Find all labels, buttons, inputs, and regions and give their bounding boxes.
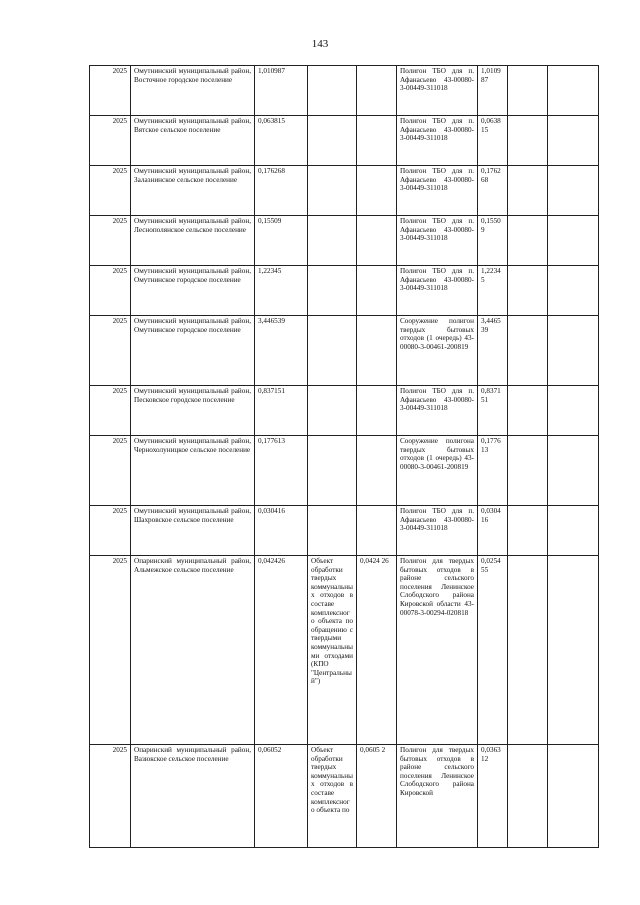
volume-cell: 3,446539 xyxy=(255,316,308,386)
polygon-cell: Сооружение полигон твердых бытовых отходов (1 очередь) 43-00080-3-00461-200819 xyxy=(397,316,478,386)
empty-cell xyxy=(548,745,599,848)
object-volume-cell xyxy=(357,316,397,386)
volume-cell: 1,010987 xyxy=(255,66,308,116)
empty-cell xyxy=(508,116,548,166)
total-cell: 0,1762 68 xyxy=(478,166,508,216)
total-cell: 0,0638 15 xyxy=(478,116,508,166)
empty-cell xyxy=(548,506,599,556)
municipality-cell: Опаринский муниципальный район, Альмежское сельское поселение xyxy=(131,556,255,745)
object-volume-cell xyxy=(357,436,397,506)
table-row xyxy=(90,116,599,166)
volume-cell: 0,837151 xyxy=(255,386,308,436)
object-volume-cell: 0,0424 26 xyxy=(357,556,397,745)
empty-cell xyxy=(508,216,548,266)
year-cell: 2025 xyxy=(90,745,131,848)
polygon-cell: Полигон ТБО для п. Афанасьево 43-00080-3-00449-311018 xyxy=(397,66,478,116)
municipality-cell: Опаринский муниципальный район, Вазюкское сельское поселение xyxy=(131,745,255,848)
volume-cell: 0,06052 xyxy=(255,745,308,848)
municipality-cell: Омутнинский муниципальный район, Чернохолуницкое сельское поселение xyxy=(131,436,255,506)
polygon-cell: Полигон ТБО для п. Афанасьево 43-00080-3-00449-311018 xyxy=(397,166,478,216)
table-row xyxy=(90,386,599,436)
empty-cell xyxy=(548,386,599,436)
object-cell xyxy=(308,116,357,166)
waste-flow-table xyxy=(89,65,599,848)
year-cell: 2025 xyxy=(90,316,131,386)
total-cell: 0,1550 9 xyxy=(478,216,508,266)
empty-cell xyxy=(508,556,548,745)
volume-cell: 0,030416 xyxy=(255,506,308,556)
total-cell: 3,4465 39 xyxy=(478,316,508,386)
object-cell xyxy=(308,166,357,216)
empty-cell xyxy=(508,166,548,216)
object-cell xyxy=(308,506,357,556)
polygon-cell: Полигон для твердых бытовых отходов в районе сельского поселения Ленинское Слободского района Кировской xyxy=(397,745,478,848)
empty-cell xyxy=(548,216,599,266)
total-cell: 0,0304 16 xyxy=(478,506,508,556)
volume-cell: 0,063815 xyxy=(255,116,308,166)
polygon-cell: Полигон ТБО для п. Афанасьево 43-00080-3-00449-311018 xyxy=(397,216,478,266)
table-row xyxy=(90,216,599,266)
total-cell: 0,0254 55 xyxy=(478,556,508,745)
object-volume-cell xyxy=(357,166,397,216)
empty-cell xyxy=(548,556,599,745)
total-cell: 0,8371 51 xyxy=(478,386,508,436)
empty-cell xyxy=(508,506,548,556)
total-cell: 1,0109 87 xyxy=(478,66,508,116)
year-cell: 2025 xyxy=(90,556,131,745)
polygon-cell: Полигон ТБО для п. Афанасьево 43-00080-3-00449-311018 xyxy=(397,386,478,436)
polygon-cell: Сооружение полигона твердых бытовых отходов (1 очередь) 43-00080-3-00461-200819 xyxy=(397,436,478,506)
table-row xyxy=(90,506,599,556)
year-cell: 2025 xyxy=(90,116,131,166)
year-cell: 2025 xyxy=(90,506,131,556)
object-volume-cell xyxy=(357,266,397,316)
object-volume-cell xyxy=(357,66,397,116)
empty-cell xyxy=(508,266,548,316)
object-volume-cell xyxy=(357,216,397,266)
year-cell: 2025 xyxy=(90,436,131,506)
municipality-cell: Омутнинский муниципальный район, Залазнинское сельское поселение xyxy=(131,166,255,216)
table-row xyxy=(90,556,599,745)
object-cell xyxy=(308,66,357,116)
object-cell: Объект обработки твердых коммунальных отходов в составе комплексного объекта по обращению с твердыми коммунальными отходами (КПО "Центральный") xyxy=(308,556,357,745)
empty-cell xyxy=(548,266,599,316)
volume-cell: 0,15509 xyxy=(255,216,308,266)
municipality-cell: Омутнинский муниципальный район, Шахровское сельское поселение xyxy=(131,506,255,556)
empty-cell xyxy=(508,316,548,386)
year-cell: 2025 xyxy=(90,166,131,216)
empty-cell xyxy=(548,316,599,386)
municipality-cell: Омутнинский муниципальный район, Вятское сельское поселение xyxy=(131,116,255,166)
year-cell: 2025 xyxy=(90,386,131,436)
table-row xyxy=(90,66,599,116)
empty-cell xyxy=(548,116,599,166)
municipality-cell: Омутнинский муниципальный район, Омутнинское городское поселение xyxy=(131,316,255,386)
municipality-cell: Омутнинский муниципальный район, Омутнинское городское поселение xyxy=(131,266,255,316)
municipality-cell: Омутнинский муниципальный район, Восточное городское поселение xyxy=(131,66,255,116)
object-volume-cell: 0,0605 2 xyxy=(357,745,397,848)
polygon-cell: Полигон для твердых бытовых отходов в районе сельского поселения Ленинское Слободского района Кировской области 43-00078-3-00294-020818 xyxy=(397,556,478,745)
object-volume-cell xyxy=(357,386,397,436)
year-cell: 2025 xyxy=(90,66,131,116)
year-cell: 2025 xyxy=(90,266,131,316)
empty-cell xyxy=(508,436,548,506)
object-volume-cell xyxy=(357,116,397,166)
empty-cell xyxy=(508,745,548,848)
polygon-cell: Полигон ТБО для п. Афанасьево 43-00080-3-00449-311018 xyxy=(397,266,478,316)
empty-cell xyxy=(548,436,599,506)
empty-cell xyxy=(548,66,599,116)
table-row xyxy=(90,436,599,506)
empty-cell xyxy=(508,66,548,116)
volume-cell: 1,22345 xyxy=(255,266,308,316)
object-cell xyxy=(308,436,357,506)
object-cell xyxy=(308,316,357,386)
year-cell: 2025 xyxy=(90,216,131,266)
table-row xyxy=(90,316,599,386)
object-volume-cell xyxy=(357,506,397,556)
object-cell xyxy=(308,386,357,436)
municipality-cell: Омутнинский муниципальный район, Леснополянское сельское поселение xyxy=(131,216,255,266)
municipality-cell: Омутнинский муниципальный район, Песковское городское поселение xyxy=(131,386,255,436)
table-row xyxy=(90,266,599,316)
table-row xyxy=(90,166,599,216)
polygon-cell: Полигон ТБО для п. Афанасьево 43-00080-3-00449-311018 xyxy=(397,506,478,556)
object-cell xyxy=(308,216,357,266)
volume-cell: 0,042426 xyxy=(255,556,308,745)
page-number: 143 xyxy=(311,38,329,50)
table-row xyxy=(90,745,599,848)
total-cell: 0,0363 12 xyxy=(478,745,508,848)
empty-cell xyxy=(548,166,599,216)
empty-cell xyxy=(508,386,548,436)
object-cell xyxy=(308,266,357,316)
total-cell: 0,1776 13 xyxy=(478,436,508,506)
object-cell: Объект обработки твердых коммунальных отходов в составе комплексного объекта по xyxy=(308,745,357,848)
volume-cell: 0,177613 xyxy=(255,436,308,506)
volume-cell: 0,176268 xyxy=(255,166,308,216)
polygon-cell: Полигон ТБО для п. Афанасьево 43-00080-3-00449-311018 xyxy=(397,116,478,166)
total-cell: 1,2234 5 xyxy=(478,266,508,316)
